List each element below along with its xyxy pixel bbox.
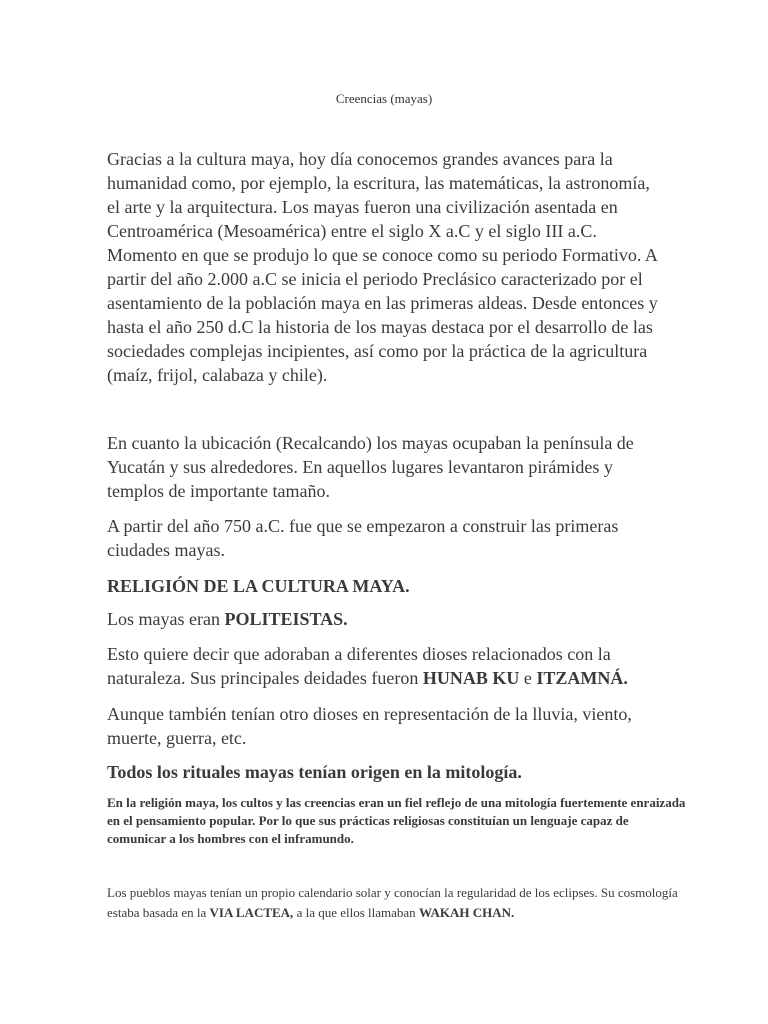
paragraph-ubicacion: En cuanto la ubicación (Recalcando) los mayas ocupaban la península de Yucatán y sus alrededores. En aquellos lugares levantaron pirámides y templos de importante tamaño. bbox=[107, 433, 634, 501]
via-lactea: VIA LACTEA, bbox=[209, 905, 294, 920]
paragraph-intro: Gracias a la cultura maya, hoy día conocemos grandes avances para la humanidad como, por ejemplo, la escritura, las matemáticas, la astronomía, el arte y la arquitectura. Los mayas fueron una civilización asentada en Centroamérica (Mesoamérica) entre el siglo X a.C y el siglo III a.C. Momento en que se produjo lo que se conoce como su periodo Formativo. A partir del año 2.000 a.C se inicia el periodo Preclásico caracterizado por el asentamiento de la población maya en las primeras aldeas. Desde entonces y hasta el año 250 d.C la historia de los mayas destaca por el desarrollo de las sociedades complejas incipientes, así como por la práctica de la agricultura (maíz, frijol, calabaza y chile). bbox=[107, 149, 658, 385]
dioses-joiner: e bbox=[519, 668, 537, 688]
heading-religion: RELIGIÓN DE LA CULTURA MAYA. bbox=[107, 576, 410, 596]
paragraph-calendario bbox=[107, 883, 687, 923]
heading-rituales: Todos los rituales mayas tenían origen en la mitología. bbox=[107, 762, 522, 782]
dioses-text: Esto quiere decir que adoraban a diferentes dioses relacionados con la naturaleza. Sus principales deidades fueron bbox=[107, 644, 611, 688]
paragraph-otros-dioses: Aunque también tenían otro dioses en representación de la lluvia, viento, muerte, guerra, etc. bbox=[107, 704, 632, 748]
paragraph-religion-maya: En la religión maya, los cultos y las creencias eran un fiel reflejo de una mitología fuertemente enraizada en el pensamiento popular. Por lo que sus prácticas religiosas constituían un lenguaje capaz de comunicar a los hombres con el inframundo. bbox=[107, 795, 686, 846]
politeistas-bold: POLITEISTAS. bbox=[224, 609, 348, 629]
paragraph-politeistas bbox=[107, 607, 667, 631]
calendario-text: Los pueblos mayas tenían un propio calendario solar y conocían la regularidad de los eclipses. Su cosmología estaba basada en la bbox=[107, 885, 678, 920]
deity-itzamna: ITZAMNÁ. bbox=[536, 668, 628, 688]
document-title: Creencias (mayas) bbox=[335, 91, 433, 106]
paragraph-ciudades: A partir del año 750 a.C. fue que se empezaron a construir las primeras ciudades mayas. bbox=[107, 516, 619, 560]
politeistas-prefix: Los mayas eran bbox=[107, 609, 225, 629]
calendario-middle: a la que ellos llamaban bbox=[293, 905, 419, 920]
deity-hunab-ku: HUNAB KU bbox=[422, 668, 520, 688]
paragraph-dioses bbox=[107, 642, 667, 690]
wakah-chan: WAKAH CHAN. bbox=[418, 905, 515, 920]
